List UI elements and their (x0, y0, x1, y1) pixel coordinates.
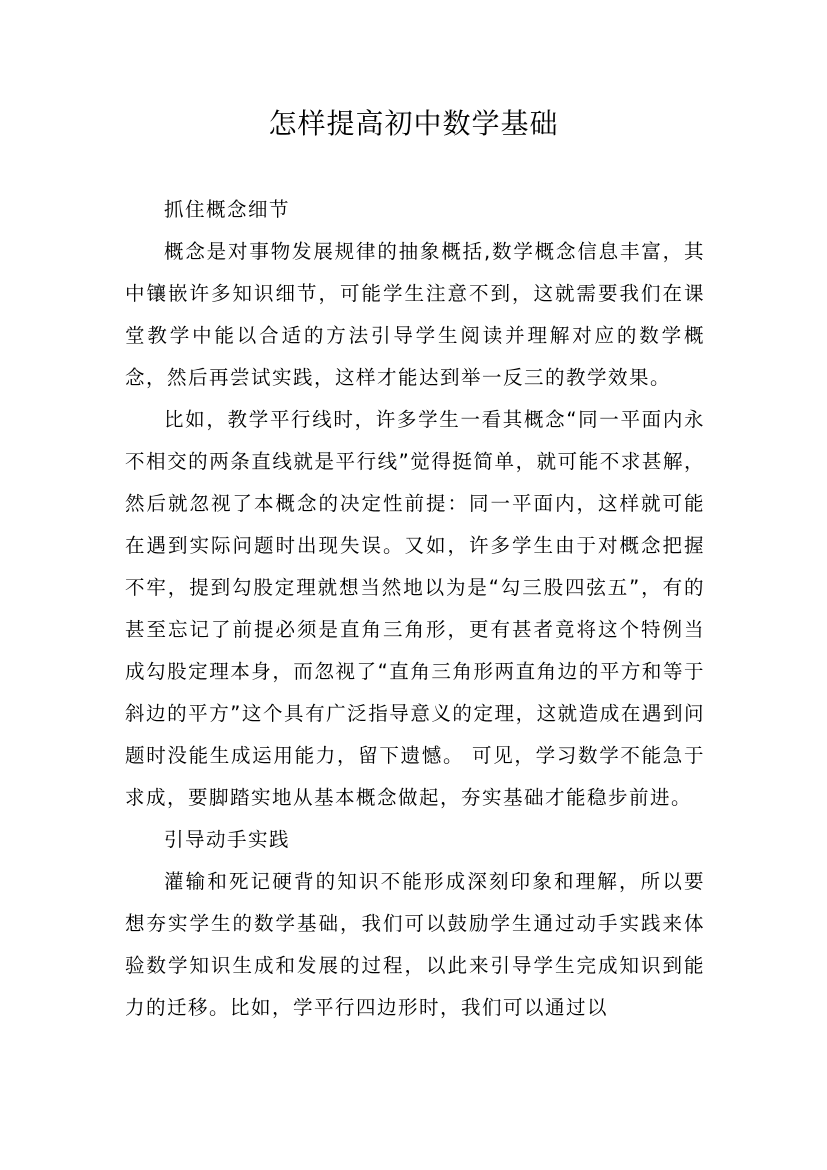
paragraph: 比如，教学平行线时，许多学生一看其概念“同一平面内永不相交的两条直线就是平行线”觉得挺简单，就可能不求甚解，然后就忽视了本概念的决定性前提：同一平面内，这样就可能在遇到实际问题时出现失误。又如，许多学生由于对概念把握不牢，提到勾股定理就想当然地以为是“勾三股四弦五”，有的甚至忘记了前提必须是直角三角形，更有甚者竟将这个特例当成勾股定理本身，而忽视了“直角三角形两直角边的平方和等于斜边的平方”这个具有广泛指导意义的定理，这就造成在遇到问题时没能生成运用能力，留下遗憾。 可见，学习数学不能急于求成，要脚踏实地从基本概念做起，夯实基础才能稳步前进。 (125, 408, 705, 809)
document-title: 怎样提高初中数学基础 (268, 107, 559, 140)
paragraph: 概念是对事物发展规律的抽象概括,数学概念信息丰富，其中镶嵌许多知识细节，可能学生注意不到，这就需要我们在课堂教学中能以合适的方法引导学生阅读并理解对应的数学概念，然后再尝试实践，这样才能达到举一反三的教学效果。 (125, 240, 705, 389)
section-heading-hands-on-practice: 引导动手实践 (164, 828, 291, 851)
section-heading-concept-details: 抓住概念细节 (164, 198, 291, 221)
paragraph: 灌输和死记硬背的知识不能形成深刻印象和理解，所以要想夯实学生的数学基础，我们可以鼓励学生通过动手实践来体验数学知识生成和发展的过程，以此来引导学生完成知识到能力的迁移。比如，学平行四边形时，我们可以通过以 (125, 870, 705, 1019)
document-body (125, 189, 705, 1029)
